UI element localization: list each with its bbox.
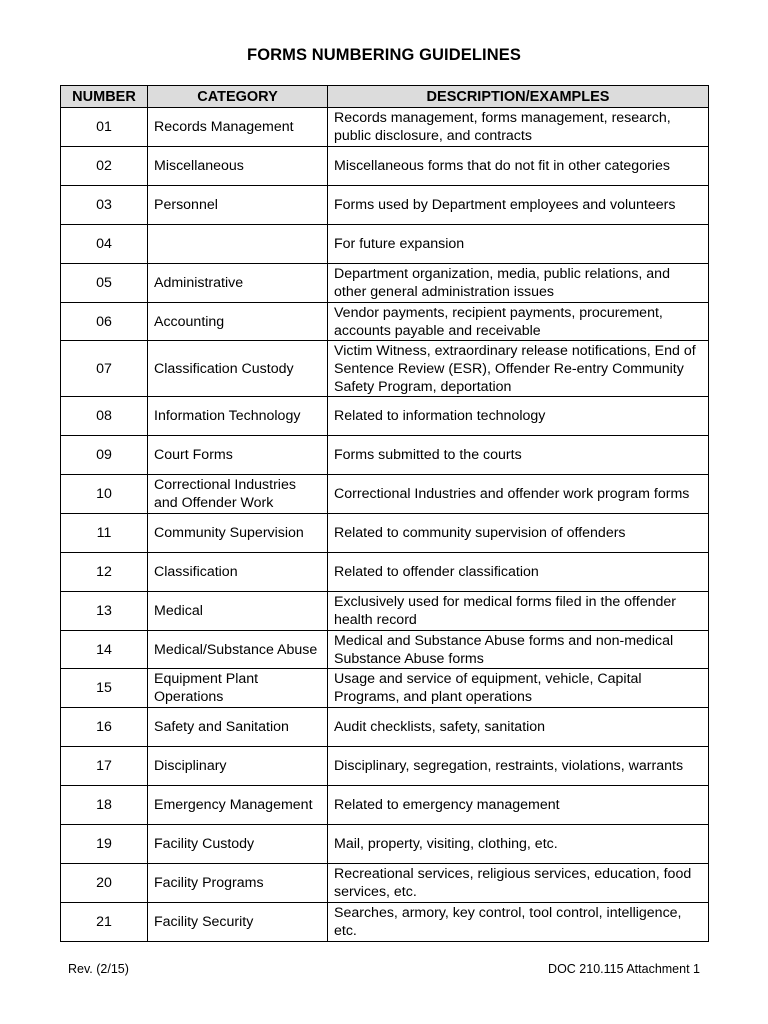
- table-row: [61, 592, 709, 631]
- row-description: Forms submitted to the courts: [328, 436, 709, 475]
- row-description: Forms used by Department employees and volunteers: [328, 186, 709, 225]
- table-row: [61, 397, 709, 436]
- footer-document-id: DOC 210.115 Attachment 1: [548, 962, 700, 976]
- row-number: 11: [61, 514, 148, 553]
- row-number: 21: [61, 903, 148, 942]
- row-number: 08: [61, 397, 148, 436]
- row-number: 19: [61, 825, 148, 864]
- row-number: 03: [61, 186, 148, 225]
- row-number: 17: [61, 747, 148, 786]
- row-category: Safety and Sanitation: [148, 708, 328, 747]
- table-row: [61, 669, 709, 708]
- row-category: Classification Custody: [148, 341, 328, 397]
- row-category: Facility Custody: [148, 825, 328, 864]
- row-description: Miscellaneous forms that do not fit in other categories: [328, 147, 709, 186]
- header-number: NUMBER: [61, 86, 148, 108]
- row-description: Related to emergency management: [328, 786, 709, 825]
- row-category: Equipment Plant Operations: [148, 669, 328, 708]
- row-number: 14: [61, 631, 148, 669]
- table-row: [61, 108, 709, 147]
- table-row: [61, 475, 709, 514]
- row-number: 02: [61, 147, 148, 186]
- forms-numbering-table: [60, 85, 709, 942]
- table-row: [61, 786, 709, 825]
- row-description: Related to information technology: [328, 397, 709, 436]
- row-category: Information Technology: [148, 397, 328, 436]
- table-row: [61, 264, 709, 303]
- row-description: For future expansion: [328, 225, 709, 264]
- table-row: [61, 903, 709, 942]
- row-category: Classification: [148, 553, 328, 592]
- row-category: [148, 225, 328, 264]
- row-category: Miscellaneous: [148, 147, 328, 186]
- row-description: Mail, property, visiting, clothing, etc.: [328, 825, 709, 864]
- table-row: [61, 864, 709, 903]
- table-row: [61, 708, 709, 747]
- table-header-row: [61, 86, 709, 108]
- row-category: Emergency Management: [148, 786, 328, 825]
- row-description: Exclusively used for medical forms filed in the offender health record: [328, 592, 709, 631]
- row-description: Recreational services, religious services, education, food services, etc.: [328, 864, 709, 903]
- table-row: [61, 225, 709, 264]
- table-row: [61, 631, 709, 669]
- row-number: 20: [61, 864, 148, 903]
- row-description: Searches, armory, key control, tool control, intelligence, etc.: [328, 903, 709, 942]
- table-row: [61, 186, 709, 225]
- row-number: 12: [61, 553, 148, 592]
- table-row: [61, 341, 709, 397]
- row-description: Records management, forms management, research, public disclosure, and contracts: [328, 108, 709, 147]
- row-category: Medical: [148, 592, 328, 631]
- row-description: Audit checklists, safety, sanitation: [328, 708, 709, 747]
- table-row: [61, 553, 709, 592]
- table-row: [61, 514, 709, 553]
- row-category: Accounting: [148, 303, 328, 341]
- row-category: Disciplinary: [148, 747, 328, 786]
- row-number: 09: [61, 436, 148, 475]
- row-category: Facility Security: [148, 903, 328, 942]
- row-description: Department organization, media, public relations, and other general administration issues: [328, 264, 709, 303]
- row-category: Personnel: [148, 186, 328, 225]
- table-row: [61, 747, 709, 786]
- row-description: Vendor payments, recipient payments, procurement, accounts payable and receivable: [328, 303, 709, 341]
- row-number: 04: [61, 225, 148, 264]
- header-description: DESCRIPTION/EXAMPLES: [328, 86, 709, 108]
- row-category: Community Supervision: [148, 514, 328, 553]
- table-row: [61, 147, 709, 186]
- row-category: Records Management: [148, 108, 328, 147]
- row-description: Medical and Substance Abuse forms and non-medical Substance Abuse forms: [328, 631, 709, 669]
- row-number: 07: [61, 341, 148, 397]
- row-number: 13: [61, 592, 148, 631]
- footer-revision: Rev. (2/15): [68, 962, 129, 976]
- table-row: [61, 303, 709, 341]
- row-description: Related to community supervision of offenders: [328, 514, 709, 553]
- row-description: Correctional Industries and offender work program forms: [328, 475, 709, 514]
- row-number: 10: [61, 475, 148, 514]
- table-row: [61, 436, 709, 475]
- row-number: 18: [61, 786, 148, 825]
- row-description: Victim Witness, extraordinary release notifications, End of Sentence Review (ESR), Offender Re-entry Community Safety Program, deportation: [328, 341, 709, 397]
- header-category: CATEGORY: [148, 86, 328, 108]
- row-description: Related to offender classification: [328, 553, 709, 592]
- row-number: 01: [61, 108, 148, 147]
- row-category: Court Forms: [148, 436, 328, 475]
- row-description: Usage and service of equipment, vehicle, Capital Programs, and plant operations: [328, 669, 709, 708]
- row-description: Disciplinary, segregation, restraints, violations, warrants: [328, 747, 709, 786]
- row-number: 16: [61, 708, 148, 747]
- row-category: Medical/Substance Abuse: [148, 631, 328, 669]
- row-number: 15: [61, 669, 148, 708]
- row-category: Administrative: [148, 264, 328, 303]
- row-category: Correctional Industries and Offender Work: [148, 475, 328, 514]
- row-number: 06: [61, 303, 148, 341]
- table-row: [61, 825, 709, 864]
- row-number: 05: [61, 264, 148, 303]
- page-title: FORMS NUMBERING GUIDELINES: [247, 46, 521, 64]
- row-category: Facility Programs: [148, 864, 328, 903]
